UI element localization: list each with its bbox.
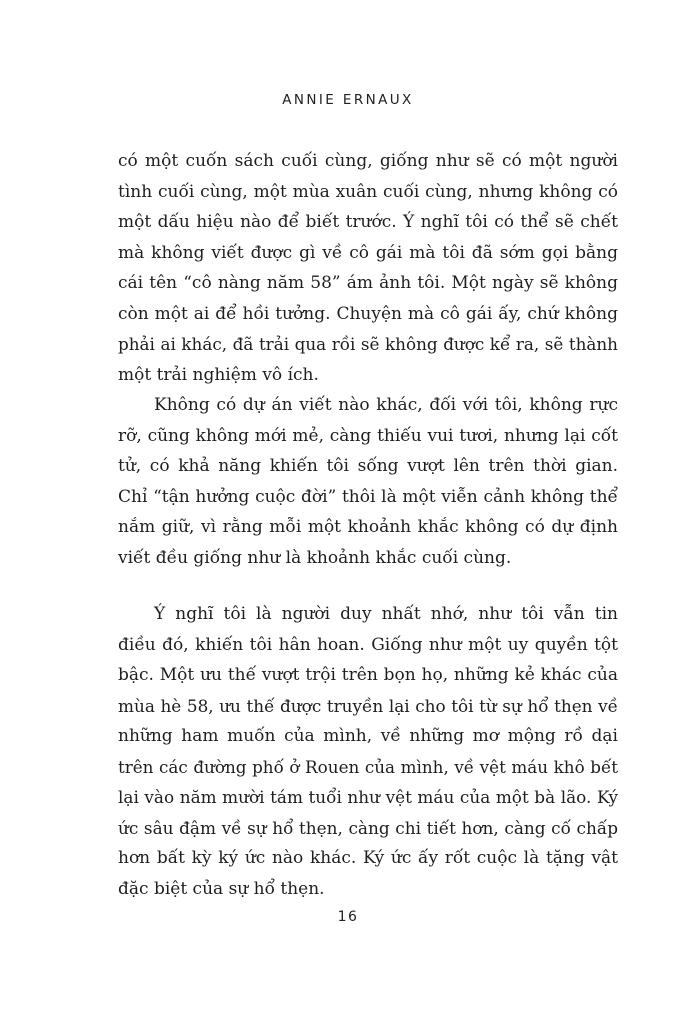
text-line: tình cuối cùng, một mùa xuân cuối cùng, nhưng không có (118, 181, 618, 202)
text-line: những ham muốn của mình, về những mơ mộng rồ dại (118, 726, 618, 746)
text-line: mùa hè 58, ưu thế được truyền lại cho tôi từ sự hổ thẹn về (118, 695, 618, 716)
text-line: ức sâu đậm về sự hổ thẹn, càng chi tiết hơn, càng cố chấp (118, 817, 618, 838)
text-line: điều đó, khiến tôi hân hoan. Giống như một uy quyền tột (118, 634, 618, 655)
text-line: có một cuốn sách cuối cùng, giống như sẽ có một người (118, 151, 618, 171)
text-line: bậc. Một ưu thế vượt trội trên bọn họ, những kẻ khác của (118, 665, 618, 685)
text-line: đặc biệt của sự hổ thẹn. (118, 878, 325, 899)
paragraph-3 (118, 599, 618, 904)
text-line: nắm giữ, vì rằng mỗi một khoảnh khắc không có dự định (118, 517, 618, 537)
running-head-author: ANNIE ERNAUX (282, 92, 414, 108)
text-line: Ý nghĩ tôi là người duy nhất nhớ, như tôi vẫn tin (154, 604, 618, 624)
text-line: rỡ, cũng không mới mẻ, càng thiếu vui tươi, nhưng lại cốt (118, 425, 618, 446)
text-line: trên các đường phố ở Rouen của mình, về vệt máu khô bết (118, 756, 618, 777)
text-line: tử, có khả năng khiến tôi sống vượt lên trên thời gian. (118, 456, 618, 476)
paragraph-1 (118, 146, 618, 390)
text-line: một dấu hiệu nào để biết trước. Ý nghĩ tôi có thể sẽ chết (118, 212, 618, 232)
text-line: còn một ai để hồi tưởng. Chuyện mà cô gái ấy, chứ không (118, 303, 618, 324)
text-line: phải ai khác, đã trải qua rồi sẽ không được kể ra, sẽ thành (118, 334, 618, 354)
text-line: một trải nghiệm vô ích. (118, 364, 319, 385)
page-number: 16 (337, 909, 359, 925)
section-break (118, 573, 618, 599)
text-line: Không có dự án viết nào khác, đối với tôi, không rực (154, 395, 618, 415)
text-line: lại vào năm mười tám tuổi như vệt máu của một bà lão. Ký (118, 787, 618, 807)
text-line: cái tên “cô nàng năm 58” ám ảnh tôi. Một ngày sẽ không (118, 273, 618, 293)
text-line: viết đều giống như là khoảnh khắc cuối cùng. (118, 547, 512, 568)
text-line: mà không viết được gì về cô gái mà tôi đã sớm gọi bằng (118, 242, 618, 263)
paragraph-2 (118, 390, 618, 573)
text-line: Chỉ “tận hưởng cuộc đời” thôi là một viễn cảnh không thể (118, 486, 618, 507)
text-line: hơn bất kỳ ký ức nào khác. Ký ức ấy rốt cuộc là tặng vật (118, 848, 618, 868)
body-text (118, 146, 618, 904)
